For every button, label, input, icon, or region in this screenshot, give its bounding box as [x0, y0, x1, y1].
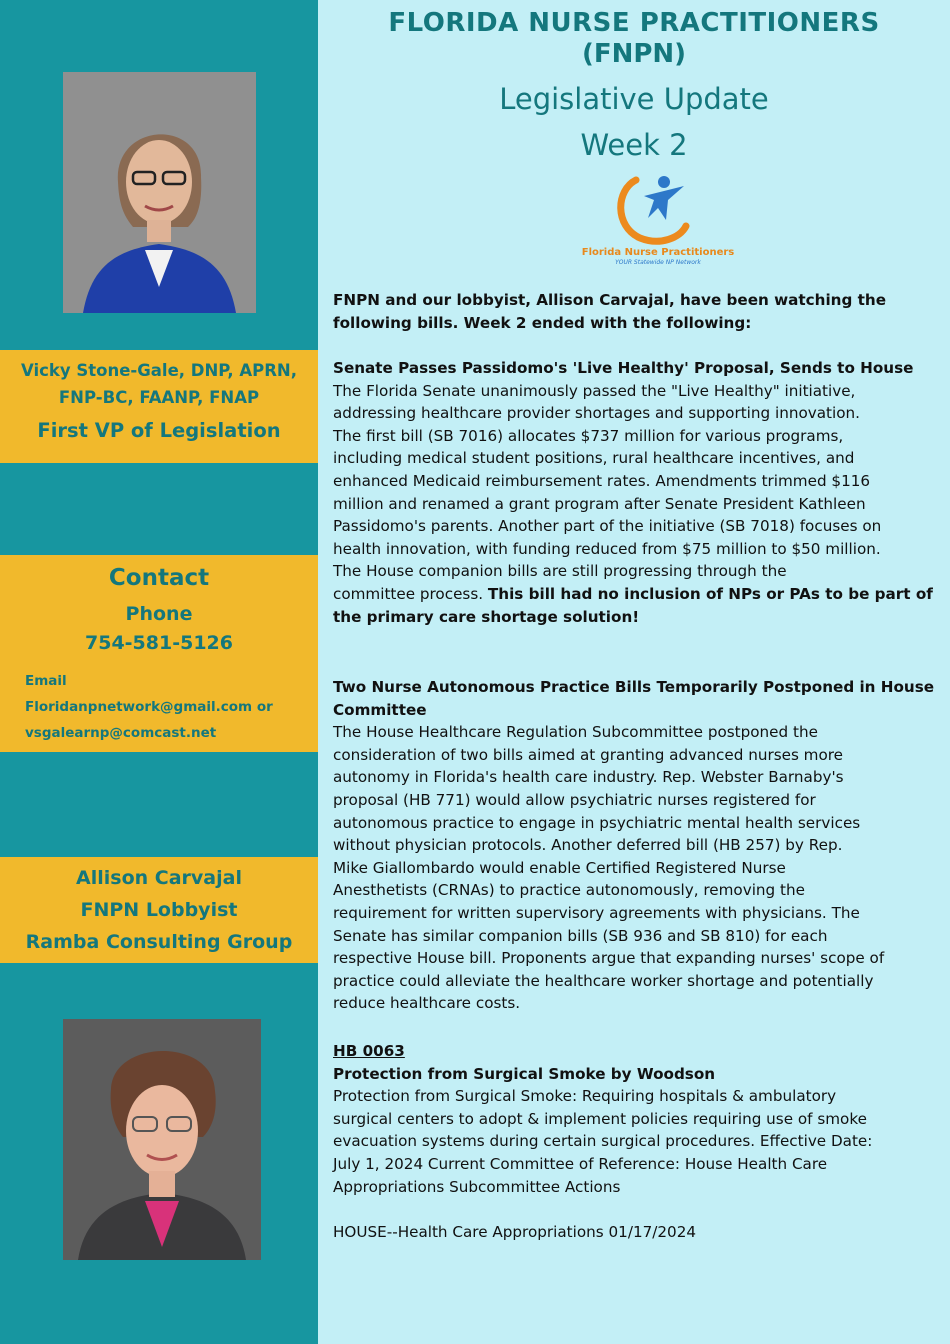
person1-title: First VP of Legislation	[37, 419, 281, 442]
left-sidebar	[0, 0, 318, 1344]
section2-line: practice could alleviate the healthcare worker shortage and potentially	[333, 971, 874, 990]
section3-heading: Protection from Surgical Smoke by Woodson	[333, 1064, 716, 1083]
section2-line: reduce healthcare costs.	[333, 994, 521, 1013]
section1-line: million and renamed a grant program after Senate President Kathleen	[333, 494, 866, 513]
section2-line: Senate has similar companion bills (SB 936 and SB 810) for each	[333, 926, 828, 945]
section1-line: Passidomo's parents. Another part of the initiative (SB 7018) focuses on	[333, 517, 882, 536]
vp-legislation-box	[0, 350, 318, 463]
bill-number[interactable]: HB 0063	[333, 1042, 405, 1060]
title-line1: FLORIDA NURSE PRACTITIONERS	[388, 8, 880, 38]
intro-paragraph	[333, 289, 950, 334]
intro-line: following bills. Week 2 ended with the following:	[333, 313, 752, 332]
person1-name-line1: Vicky Stone-Gale, DNP, APRN,	[20, 361, 298, 380]
section2-line: without physician protocols. Another deferred bill (HB 257) by Rep.	[333, 836, 843, 855]
section2-line: Mike Giallombardo would enable Certified Registered Nurse	[333, 858, 786, 877]
section1-heading: Senate Passes Passidomo's 'Live Healthy' Proposal, Sends to House	[333, 359, 914, 377]
section-live-healthy	[333, 357, 950, 628]
logo-name: Florida Nurse Practitioners	[581, 247, 735, 258]
section2-line: consideration of two bills aimed at granting advanced nurses more	[333, 745, 844, 764]
section3-line: Protection from Surgical Smoke: Requiring hospitals & ambulatory	[333, 1087, 837, 1106]
section2-heading-line1: Two Nurse Autonomous Practice Bills Temporarily Postponed in House	[333, 678, 935, 696]
section3-line: surgical centers to adopt & implement policies requiring use of smoke	[333, 1109, 867, 1128]
person2-company: Ramba Consulting Group	[25, 931, 293, 953]
intro-line: FNPN and our lobbyist, Allison Carvajal, have been watching the	[333, 291, 887, 309]
subtitle-line2: Week 2	[580, 128, 688, 162]
email-label: Email	[25, 673, 67, 689]
person-swoosh-logo-icon	[568, 168, 748, 248]
person1-name-line2: FNP-BC, FAANP, FNAP	[58, 388, 260, 407]
email-address-2[interactable]: vsgalearnp@comcast.net	[25, 725, 217, 741]
section2-line: autonomy in Florida's health care industry. Rep. Webster Barnaby's	[333, 768, 844, 787]
section1-mixed-bold: This bill had no inclusion of NPs or PAs to be part of	[487, 584, 933, 603]
section-hb0063	[333, 1040, 950, 1198]
section3-line: evacuation systems during certain surgical procedures. Effective Date:	[333, 1132, 873, 1151]
logo-tagline: YOUR Statewide NP Network	[615, 259, 701, 266]
section2-line: proposal (HB 771) would allow psychiatric nurses registered for	[333, 790, 816, 809]
contact-box	[0, 555, 318, 752]
section3-line: July 1, 2024 Current Committee of Reference: House Health Care	[333, 1154, 828, 1173]
person2-role: FNPN Lobbyist	[80, 899, 238, 921]
section3-action	[333, 1221, 950, 1244]
section3-action-text: HOUSE--Health Care Appropriations 01/17/2024	[333, 1223, 697, 1241]
section3-line: Appropriations Subcommittee Actions	[333, 1177, 621, 1196]
title-line2: (FNPN)	[581, 39, 687, 69]
section1-line: enhanced Medicaid reimbursement rates. Amendments trimmed $116	[333, 471, 871, 490]
section-autonomous-practice	[333, 676, 950, 1015]
section1-mixed-line	[333, 583, 950, 606]
allison-carvajal-photo	[63, 1019, 261, 1260]
section2-line: requirement for written supervisory agreements with physicians. The	[333, 903, 860, 922]
section2-line: respective House bill. Proponents argue that expanding nurses' scope of	[333, 949, 885, 968]
phone-number[interactable]: 754-581-5126	[85, 632, 233, 654]
phone-label: Phone	[125, 603, 193, 625]
section1-line: The first bill (SB 7016) allocates $737 million for various programs,	[333, 426, 844, 445]
section2-line: Anesthetists (CRNAs) to practice autonomously, removing the	[333, 881, 805, 900]
section2-line: autonomous practice to engage in psychiatric mental health services	[333, 813, 861, 832]
section1-line: addressing healthcare provider shortages and supporting innovation.	[333, 404, 860, 423]
section1-line: including medical student positions, rural healthcare incentives, and	[333, 449, 855, 468]
contact-heading: Contact	[108, 565, 210, 591]
section1-line: The Florida Senate unanimously passed the "Live Healthy" initiative,	[333, 381, 856, 400]
vicky-stone-gale-photo	[63, 72, 256, 313]
lobbyist-box	[0, 857, 318, 963]
section2-line: The House Healthcare Regulation Subcommittee postponed the	[333, 723, 818, 742]
person2-name: Allison Carvajal	[76, 867, 242, 889]
section1-mixed-plain: committee process.	[333, 584, 488, 603]
email-address-1[interactable]: Floridanpnetwork@gmail.com or	[25, 699, 273, 715]
main-content	[318, 0, 950, 1344]
section1-line: health innovation, with funding reduced from $75 million to $50 million.	[333, 539, 881, 558]
subtitle-line1: Legislative Update	[499, 82, 769, 116]
section1-line: The House companion bills are still progressing through the	[333, 562, 787, 581]
fnpn-logo	[568, 168, 748, 268]
section1-bold-last: the primary care shortage solution!	[333, 607, 640, 626]
section2-heading-line2: Committee	[333, 700, 427, 719]
